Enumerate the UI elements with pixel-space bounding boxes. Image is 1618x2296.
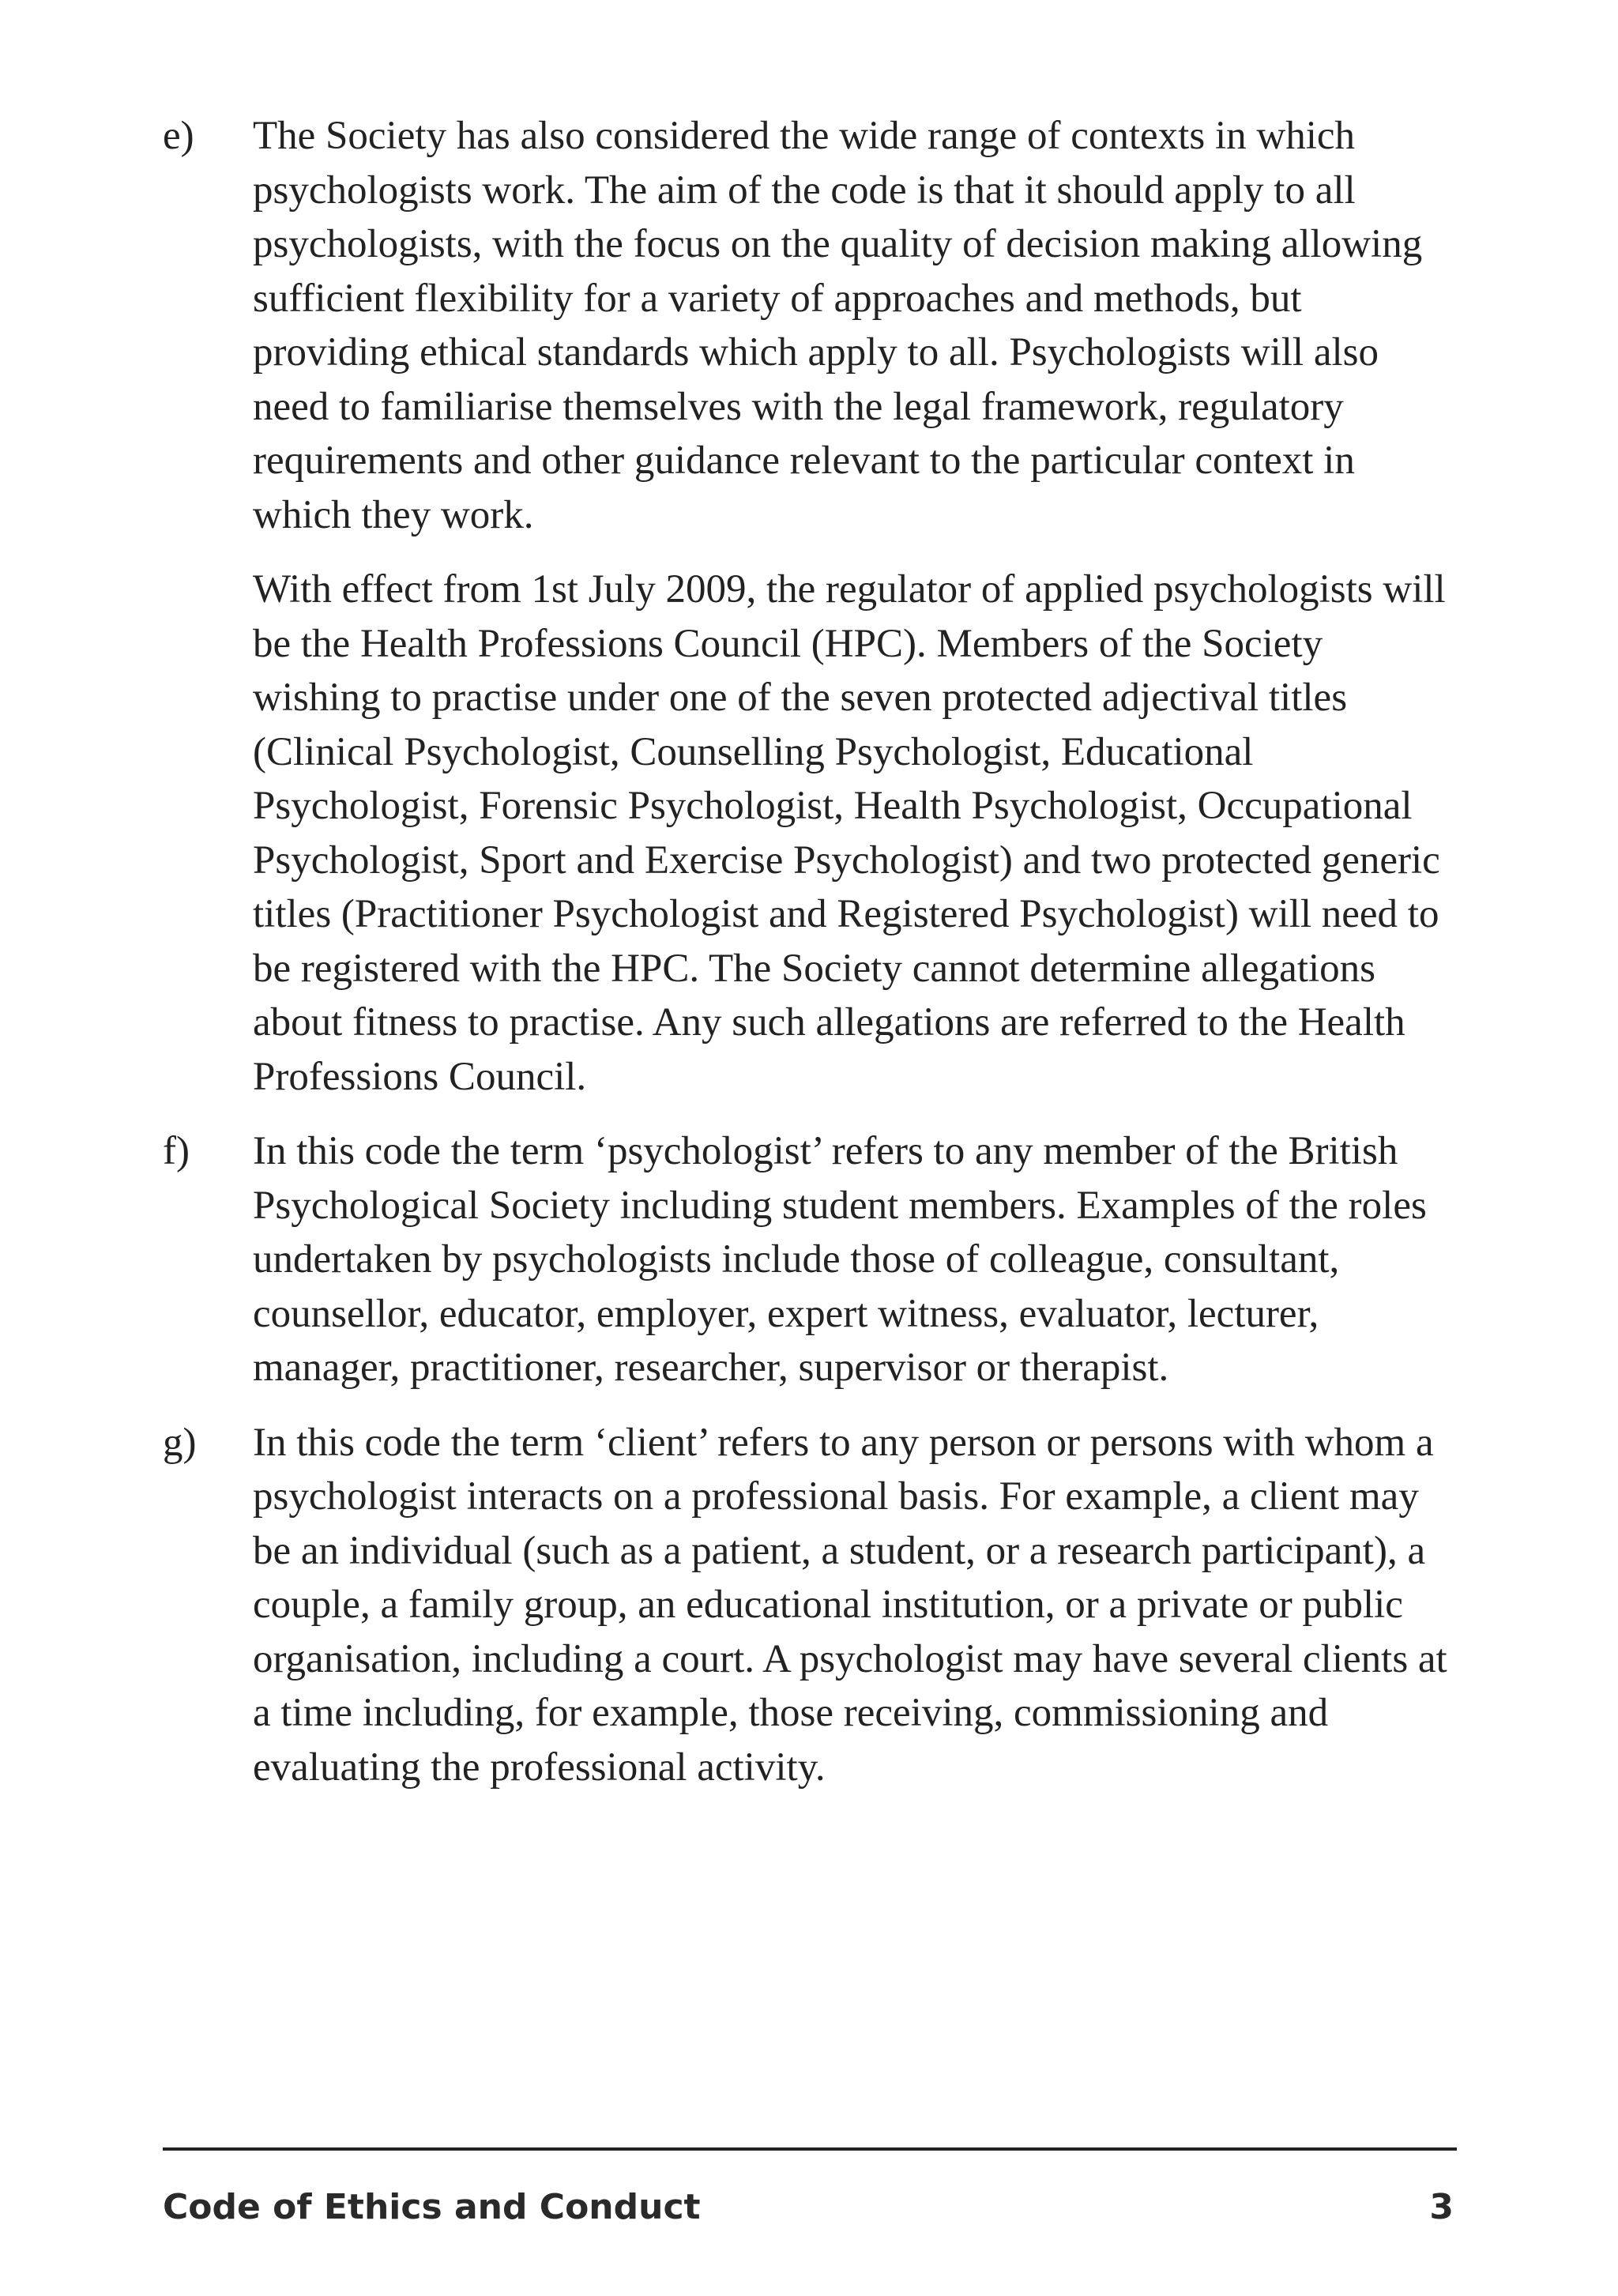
- paragraph: In this code the term ‘client’ refers to any person or persons with whom a psychologist interacts on a professional basis. For example, a client may be an individual (such as a patient, a student, or a research participant), a couple, a family group, an educational institution, or a private or public organisation, including a court. A psychologist may have several clients at a time including, for example, those receiving, commissioning and evaluating the professional activity.: [253, 1420, 1447, 1790]
- paragraph: With effect from 1st July 2009, the regulator of applied psychologists will be the Health Professions Council (HPC). Members of the Society wishing to practise under one of the seven protected adjectival titles (Clinical Psychologist, Counselling Psychologist, Educational Psychologist, Forensic Psychologist, Health Psychologist, Occupational Psychologist, Sport and Exercise Psychologist) and two protected generic titles (Practitioner Psychologist and Registered Psychologist) will need to be registered with the HPC. The Society cannot determine allegations about fitness to practise. Any such allegations are referred to the Health Professions Council.: [253, 567, 1446, 1099]
- paragraph: The Society has also considered the wide range of contexts in which psychologists work. The aim of the code is that it should apply to all psychologists, with the focus on the quality of decision making allowing sufficient flexibility for a variety of approaches and methods, but providing ethical standards which apply to all. Psychologists will also need to familiarise themselves with the legal framework, regulatory requirements and other guidance relevant to the particular context in which they work.: [253, 114, 1423, 537]
- list-item-f: [163, 1124, 1458, 1395]
- footer-divider: [163, 2147, 1457, 2151]
- page-footer: [163, 2187, 1457, 2242]
- list-item-e: [163, 109, 1458, 1104]
- list-item-g: [163, 1416, 1458, 1795]
- paragraph: In this code the term ‘psychologist’ refers to any member of the British Psychological Society including student members. Examples of the roles undertaken by psychologists include those of colleague, consultant, counsellor, educator, employer, expert witness, evaluator, lecturer, manager, practitioner, researcher, supervisor or therapist.: [253, 1129, 1427, 1390]
- list-item-label: g): [163, 1420, 197, 1465]
- list-item-label: e): [163, 114, 194, 158]
- page-number: 3: [1429, 2187, 1454, 2227]
- footer-title: Code of Ethics and Conduct: [163, 2187, 701, 2227]
- page-body: [163, 109, 1458, 1815]
- list-item-label: f): [163, 1129, 190, 1173]
